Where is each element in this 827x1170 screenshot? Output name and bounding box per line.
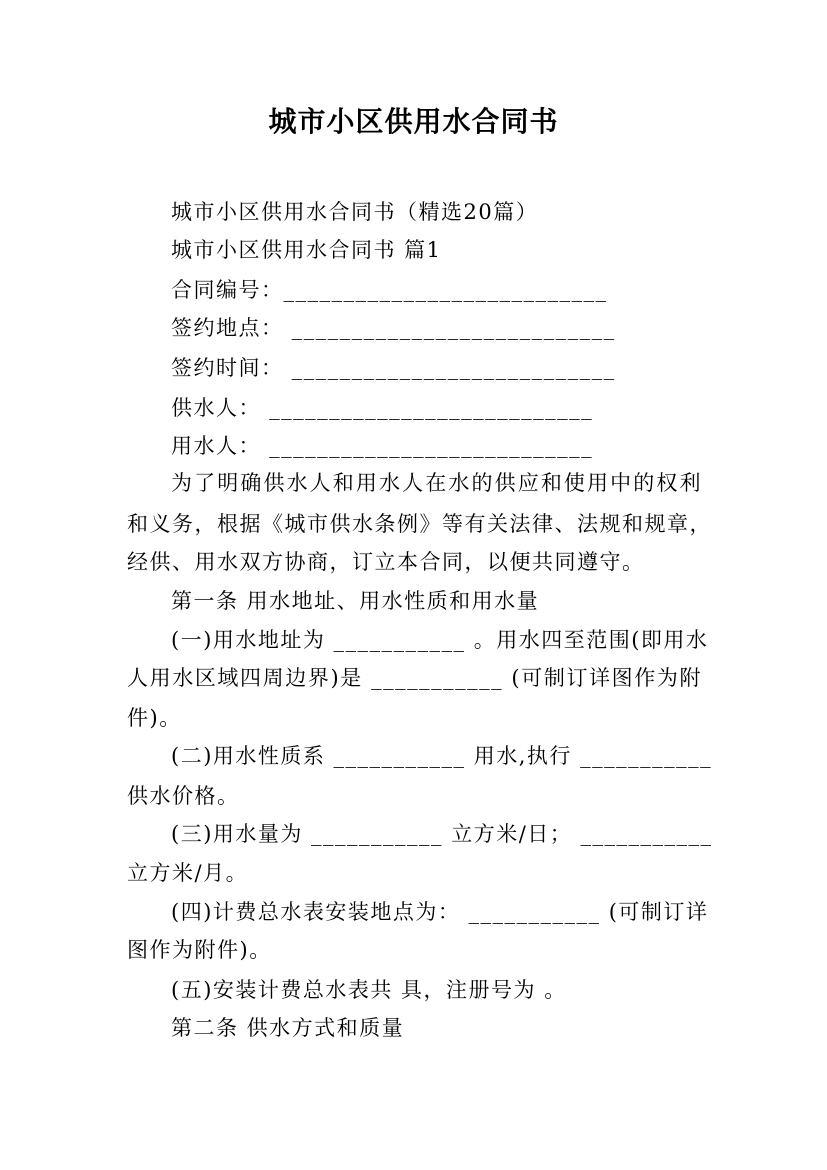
section-heading: 城市小区供用水合同书 篇1: [171, 238, 442, 262]
article-heading: 第二条 供水方式和质量: [171, 1016, 405, 1040]
water-supplier-field: 供水人： ___________________________: [171, 396, 594, 420]
clause-line: 件)。: [127, 706, 182, 730]
clause-line: 供水价格。: [127, 784, 240, 808]
clause-line: 图作为附件)。: [127, 938, 272, 962]
clause-line: (五)安装计费总水表共 具，注册号为 。: [171, 978, 567, 1002]
subtitle-line: 城市小区供用水合同书（精选20篇）: [171, 200, 539, 224]
clause-line: (四)计费总水表安装地点为： ___________ (可制订详: [171, 900, 709, 924]
clause-line: (一)用水地址为 ___________ 。用水四至范围(即用水: [171, 628, 709, 652]
clause-line: (三)用水量为 ___________ 立方米/日； ___________: [171, 822, 713, 846]
document-title: 城市小区供用水合同书: [268, 105, 559, 138]
signing-time-field: 签约时间： ___________________________: [171, 356, 616, 380]
paragraph-line: 为了明确供水人和用水人在水的供应和使用中的权利: [171, 471, 702, 495]
clause-line: 立方米/月。: [127, 861, 249, 885]
contract-number-field: 合同编号：___________________________: [171, 278, 608, 302]
water-user-field: 用水人： ___________________________: [171, 434, 594, 458]
article-heading: 第一条 用水地址、用水性质和用水量: [171, 589, 540, 613]
clause-line: (二)用水性质系 ___________ 用水,执行 ___________: [171, 744, 713, 768]
clause-line: 人用水区域四周边界)是 ___________ (可制订详图作为附: [127, 666, 702, 690]
paragraph-line: 和义务，根据《城市供水条例》等有关法律、法规和规章，: [127, 512, 712, 536]
paragraph-line: 经供、用水双方协商，订立本合同，以便共同遵守。: [127, 550, 645, 574]
signing-place-field: 签约地点： ___________________________: [171, 316, 616, 340]
